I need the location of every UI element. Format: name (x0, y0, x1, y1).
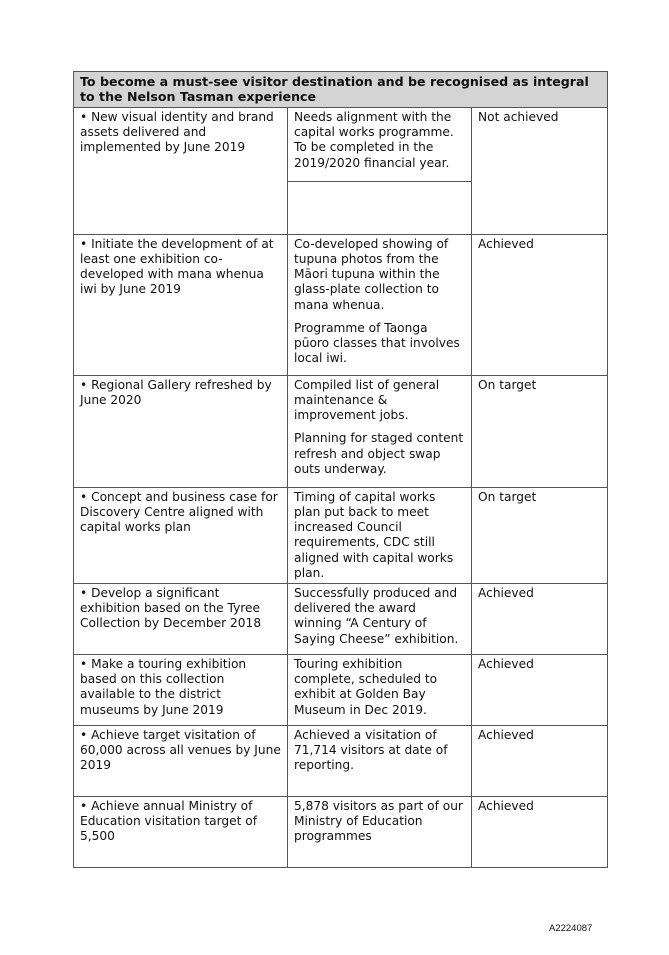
target-cell: • Develop a significant exhibition based on the Tyree Collection by December 2018 (74, 584, 288, 655)
table-row (74, 234, 608, 375)
status-cell: Achieved (472, 726, 608, 797)
status-cell: Not achieved (472, 108, 608, 235)
progress-cell (288, 655, 472, 726)
progress-text: Touring exhibition complete, scheduled to exhibit at Golden Bay Museum in Dec 2019. (294, 657, 438, 717)
table-row (74, 487, 608, 583)
table-row (74, 375, 608, 487)
table-heading: To become a must-see visitor destination and be recognised as integral to the Nelson Tasman experience (74, 72, 608, 108)
table-row (74, 584, 608, 655)
progress-cell (288, 375, 472, 487)
progress-text: Compiled list of general maintenance & improvement jobs. (294, 377, 440, 423)
progress-cell (288, 487, 472, 583)
table-row (74, 655, 608, 726)
status-cell: Achieved (472, 234, 608, 375)
table-header-row (74, 72, 608, 108)
target-cell: • Concept and business case for Discovery Centre aligned with capital works plan (74, 487, 288, 583)
progress-text: Timing of capital works plan put back to meet increased Council requirements, CDC still aligned with capital works plan. (294, 489, 454, 580)
target-cell: • Make a touring exhibition based on this collection available to the district museums by June 2019 (74, 655, 288, 726)
progress-text: Successfully produced and delivered the award winning “A Century of Saying Cheese” exhibition. (294, 586, 459, 646)
progress-text: Needs alignment with the capital works programme. To be completed in the 2019/2020 financial year. (294, 110, 454, 170)
inner-divider (288, 181, 471, 234)
target-cell: • New visual identity and brand assets delivered and implemented by June 2019 (74, 108, 288, 235)
progress-cell (288, 108, 472, 235)
status-cell: On target (472, 487, 608, 583)
target-cell: • Initiate the development of at least one exhibition co-developed with mana whenua iwi by June 2019 (74, 234, 288, 375)
progress-cell (288, 584, 472, 655)
progress-cell (288, 234, 472, 375)
target-cell: • Regional Gallery refreshed by June 2020 (74, 375, 288, 487)
status-cell: On target (472, 375, 608, 487)
status-cell: Achieved (472, 655, 608, 726)
document-reference: A2224087 (549, 923, 593, 934)
table-row (74, 797, 608, 868)
table-row (74, 108, 608, 235)
progress-cell (288, 797, 472, 868)
target-cell: • Achieve target visitation of 60,000 across all venues by June 2019 (74, 726, 288, 797)
progress-text: 5,878 visitors as part of our Ministry of Education programmes (294, 799, 463, 844)
target-cell: • Achieve annual Ministry of Education visitation target of 5,500 (74, 797, 288, 868)
progress-text: Achieved a visitation of 71,714 visitors at date of reporting. (294, 728, 448, 773)
progress-text: Planning for staged content refresh and object swap outs underway. (294, 431, 464, 476)
goals-table (73, 71, 608, 868)
progress-text: Co-developed showing of tupuna photos from the Māori tupuna within the glass-plate collection to mana whenua. (294, 236, 449, 312)
table-row (74, 726, 608, 797)
status-cell: Achieved (472, 584, 608, 655)
status-cell: Achieved (472, 797, 608, 868)
progress-text: Programme of Taonga pūoro classes that involves local iwi. (294, 320, 460, 366)
progress-cell (288, 726, 472, 797)
